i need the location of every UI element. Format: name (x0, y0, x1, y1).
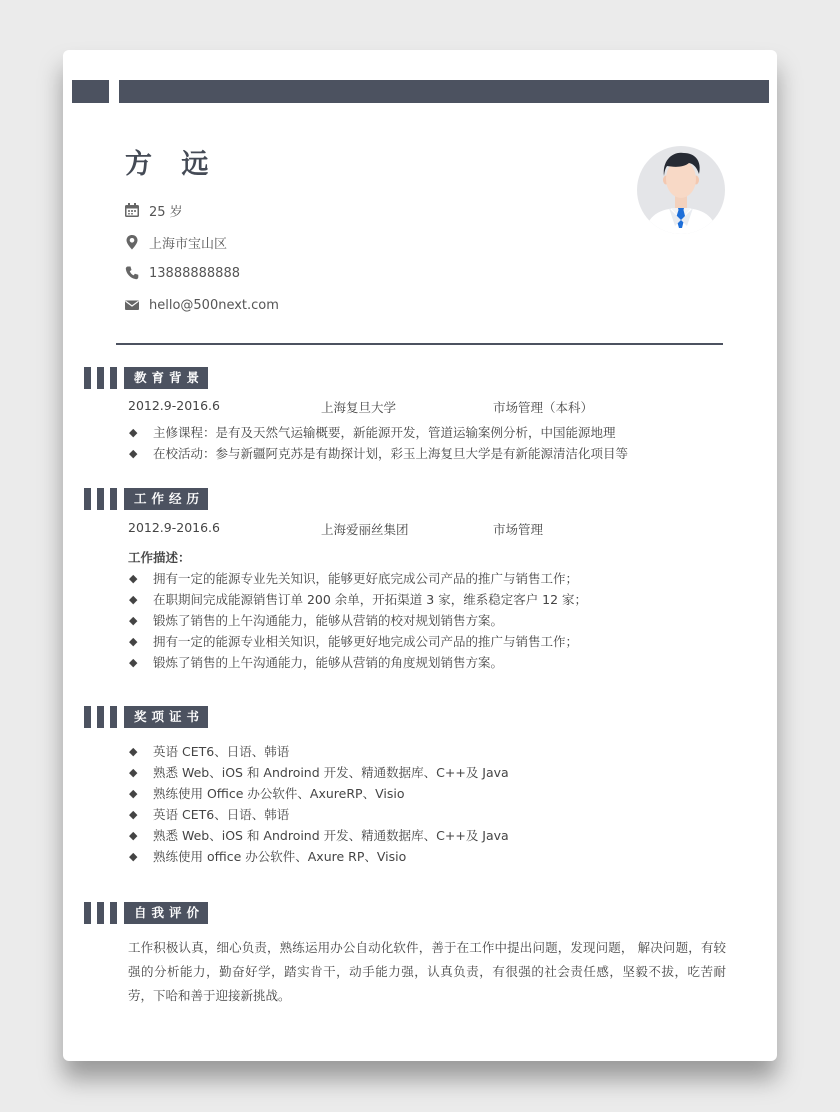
location-pin-icon (124, 234, 140, 250)
email-text: hello@500next.com (149, 297, 279, 313)
section-header-awards (84, 706, 208, 728)
list-item: ◆ 锻炼了销售的上午沟通能力，能够从营销的角度规划销售方案。 (129, 655, 504, 670)
section-title: 自我评价 (124, 902, 208, 924)
avatar (637, 146, 725, 234)
list-item: ◆ 英语 CET6、日语、韩语 (129, 744, 290, 759)
section-title: 奖项证书 (124, 706, 208, 728)
education-period: 2012.9-2016.6 (128, 398, 220, 413)
list-item: ◆ 英语 CET6、日语、韩语 (129, 807, 290, 822)
header-bar-right (119, 80, 769, 103)
section-header-work (84, 488, 208, 510)
list-item: ◆ 熟练使用 Office 办公软件、AxureRP、Visio (129, 786, 405, 801)
location-text: 上海市宝山区 (149, 236, 228, 252)
list-item: ◆ 主修课程：是有及天然气运输概要，新能源开发，管道运输案例分析，中国能源地理 (129, 425, 616, 440)
list-item: ◆ 在职期间完成能源销售订单 200 余单，开拓渠道 3 家，维系稳定客户 12 家； (129, 592, 588, 607)
education-major: 市场管理（本科） (493, 400, 594, 415)
location-row (124, 232, 227, 252)
list-item: ◆ 在校活动：参与新疆阿克苏是有勘探计划，彩玉上海复旦大学是有新能源清洁化项目等 (129, 446, 629, 461)
age-row (124, 200, 183, 220)
list-item: ◆ 锻炼了销售的上午沟通能力，能够从营销的校对规划销售方案。 (129, 613, 504, 628)
section-title: 教育背景 (124, 367, 208, 389)
email-row (124, 295, 279, 315)
phone-icon (124, 265, 140, 281)
section-title: 工作经历 (124, 488, 208, 510)
mail-icon (124, 297, 140, 313)
list-item: ◆ 熟练使用 office 办公软件、Axure RP、Visio (129, 849, 407, 864)
work-company: 上海爱丽丝集团 (321, 522, 409, 537)
section-header-self-eval (84, 902, 208, 924)
self-eval-text: 工作积极认真，细心负责，熟练运用办公自动化软件，善于在工作中提出问题，发现问题， 解决问题，有较强的分析能力，勤奋好学，踏实肯干，动手能力强，认真负责，有很强的社会责任感，坚毅不拔，吃苦耐劳，下哈和善于迎接新挑战。 (128, 940, 726, 1003)
age-text: 25 岁 (149, 204, 183, 220)
education-school: 上海复旦大学 (321, 400, 397, 415)
list-item: ◆ 熟悉 Web、iOS 和 Androind 开发、精通数据库、C++及 Java (129, 765, 509, 780)
phone-row (124, 263, 240, 283)
work-period: 2012.9-2016.6 (128, 520, 220, 535)
calendar-icon (124, 202, 140, 218)
resume-page (63, 50, 777, 1061)
list-item: ◆ 拥有一定的能源专业相关知识，能够更好地完成公司产品的推广与销售工作； (129, 634, 579, 649)
candidate-name: 方 远 (125, 149, 219, 180)
list-item: ◆ 拥有一定的能源专业先关知识，能够更好底完成公司产品的推广与销售工作； (129, 571, 579, 586)
phone-text: 13888888888 (149, 265, 240, 281)
work-desc-label: 工作描述： (128, 550, 191, 565)
section-divider (116, 343, 723, 345)
work-role: 市场管理 (493, 522, 544, 537)
list-item: ◆ 熟悉 Web、iOS 和 Androind 开发、精通数据库、C++及 Java (129, 828, 509, 843)
header-bar-left (72, 80, 109, 103)
section-header-education (84, 367, 208, 389)
